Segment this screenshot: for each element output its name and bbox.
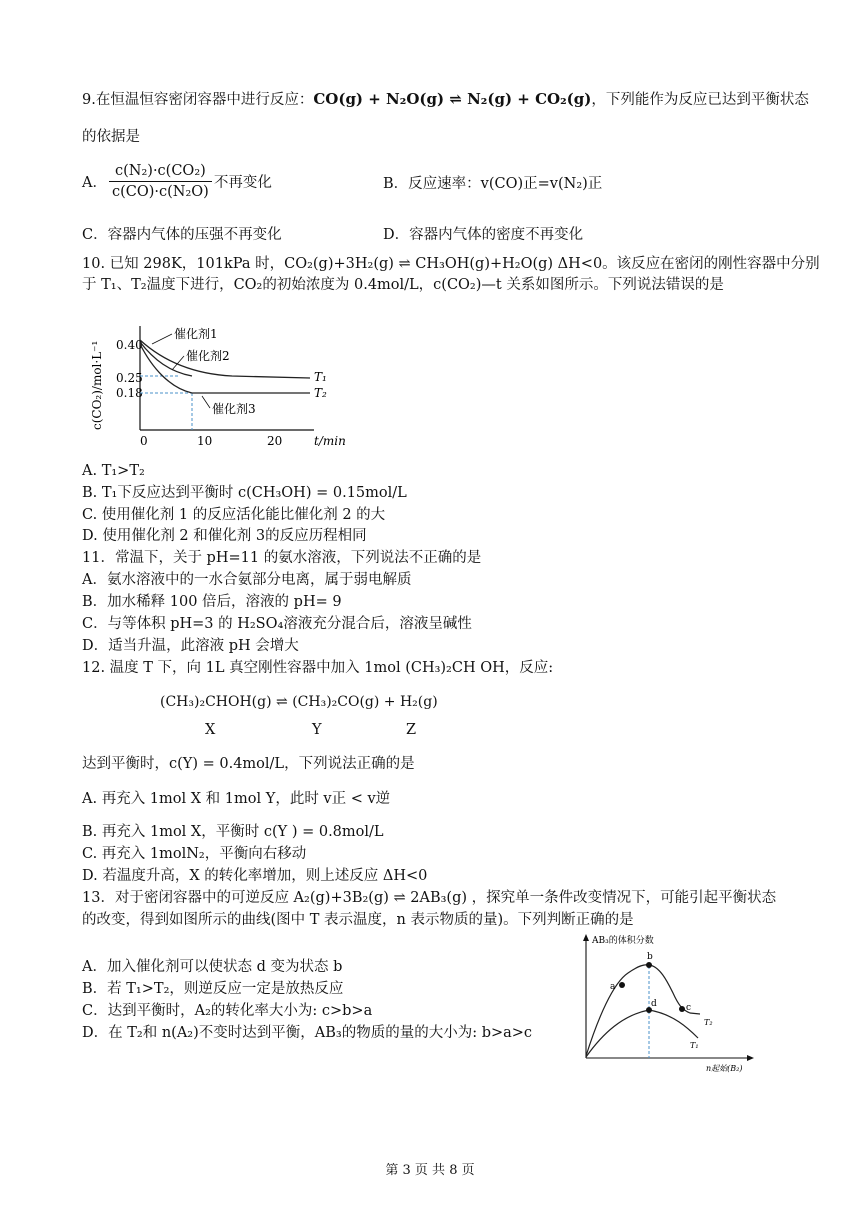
q9-stem-cont: 的依据是 [82,129,140,145]
curve-t1-label: T₁ [690,1041,699,1050]
xtick-0: 0 [140,434,148,448]
q13-stem-line2: 的改变，得到如图所示的曲线(图中 T 表示温度，n 表示物质的量)。下列判断正确的是 [82,912,634,928]
page-footer: 第 3 页 共 8 页 [385,1163,475,1178]
q10-stem-line1: 10. 已知 298K，101kPa 时，CO₂(g)+3H₂(g) ⇌ CH₃OH(g)+H₂O(g) ΔH<0。该反应在密闭的刚性容器中分别 [82,256,820,272]
y-axis-label: c(CO₂)/mol·L⁻¹ [90,340,104,430]
q9-option-b: B．反应速率：v(CO)正=v(N₂)正 [383,176,603,192]
q12-label-x: X [205,722,216,738]
x-axis-label: n起始(B₂) [706,1064,743,1073]
q11-stem: 11．常温下，关于 pH=11 的氨水溶液，下列说法不正确的是 [82,550,482,566]
q9-stem: 9.在恒温恒容密闭容器中进行反应：CO(g) + N₂O(g) ⇌ N₂(g) + CO₂(g)，下列能作为反应已达到平衡状态 [82,90,809,108]
ytick-018: 0.18 [116,386,143,400]
point-b [646,962,652,968]
q10-option-c: C. 使用催化剂 1 的反应活化能比催化剂 2 的大 [82,507,386,523]
curve-t2-label: T₂ [704,1018,713,1027]
q11-option-d: D．适当升温，此溶液 pH 会增大 [82,638,299,654]
point-c [679,1006,685,1012]
ytick-040: 0.40 [116,338,143,352]
xtick-10: 10 [197,434,213,448]
q11-option-a: A．氨水溶液中的一水合氨部分电离，属于弱电解质 [82,572,412,588]
q12-equation: (CH₃)₂CHOH(g) ⇌ (CH₃)₂CO(g) + H₂(g) [160,694,438,710]
label-catalyst3: 催化剂3 [212,402,256,416]
point-a [619,982,625,988]
q13-stem-line1: 13．对于密闭容器中的可逆反应 A₂(g)+3B₂(g) ⇌ 2AB₃(g) ，探究单一条件改变情况下，可能引起平衡状态 [82,890,777,906]
ytick-025: 0.25 [116,371,143,385]
q12-label-z: Z [406,722,417,738]
label-catalyst2: 催化剂2 [186,349,230,363]
q9-option-c: C．容器内气体的压强不再变化 [82,227,282,243]
q12-stem: 12. 温度 T 下，向 1L 真空刚性容器中加入 1mol (CH₃)₂CH OH，反应: [82,660,554,676]
q9-option-d: D．容器内气体的密度不再变化 [383,227,584,243]
q10-stem-line2: 于 T₁、T₂温度下进行，CO₂的初始浓度为 0.4mol/L，c(CO₂)—t 关系如图所示。下列说法错误的是 [82,277,724,293]
label-t1: T₁ [314,370,327,384]
q13-option-d: D．在 T₂和 n(A₂)不变时达到平衡，AB₃的物质的量的大小为: b>a>c [82,1025,533,1041]
q11-option-c: C．与等体积 pH=3 的 H₂SO₄溶液充分混合后，溶液呈碱性 [82,616,472,632]
q12-label-y: Y [312,722,322,738]
q11-option-b: B．加水稀释 100 倍后，溶液的 pH= 9 [82,594,342,610]
q12-option-d: D. 若温度升高，X 的转化率增加，则上述反应 ΔH<0 [82,868,428,884]
q12-option-c: C. 再充入 1molN₂，平衡向右移动 [82,846,307,862]
q9-fraction: $\frac{\text{c(N₂)·c(CO₂)}}{\text{c(CO)·c(N₂O)}}$ [109,162,212,201]
label-catalyst1: 催化剂1 [174,327,218,341]
xtick-20: 20 [267,434,283,448]
q10-option-d: D. 使用催化剂 2 和催化剂 3的反应历程相同 [82,528,367,544]
q13-volume-fraction-chart [578,928,756,1074]
point-a-label: a [610,982,616,992]
curve-t1 [586,1010,698,1057]
q12-option-a: A. 再充入 1mol X 和 1mol Y，此时 v正 < v逆 [82,791,391,807]
point-d-label: d [651,999,657,1009]
point-c-label: c [686,1003,692,1013]
q13-option-b: B．若 T₁>T₂，则逆反应一定是放热反应 [82,981,344,997]
q10-option-a: A. T₁>T₂ [82,463,145,479]
y-axis-label: AB₃的体积分数 [592,936,654,946]
q9-option-a: A． $\frac{\text{c(N₂)·c(CO₂)}}{\text{c(CO)·c(N₂O)}}$ 不再变化 [82,163,272,200]
q12-stem2: 达到平衡时，c(Y) = 0.4mol/L，下列说法正确的是 [82,756,415,772]
label-t2: T₂ [314,386,327,400]
q12-option-b: B. 再充入 1mol X，平衡时 c(Y ) = 0.8mol/L [82,824,384,840]
point-b-label: b [647,952,653,962]
q10-option-b: B. T₁下反应达到平衡时 c(CH₃OH) = 0.15mol/L [82,485,407,501]
q13-option-c: C．达到平衡时，A₂的转化率大小为: c>b>a [82,1003,373,1019]
q13-option-a: A．加入催化剂可以使状态 d 变为状态 b [82,959,343,975]
x-axis-label: t/min [314,434,346,448]
q10-concentration-chart [82,318,352,454]
